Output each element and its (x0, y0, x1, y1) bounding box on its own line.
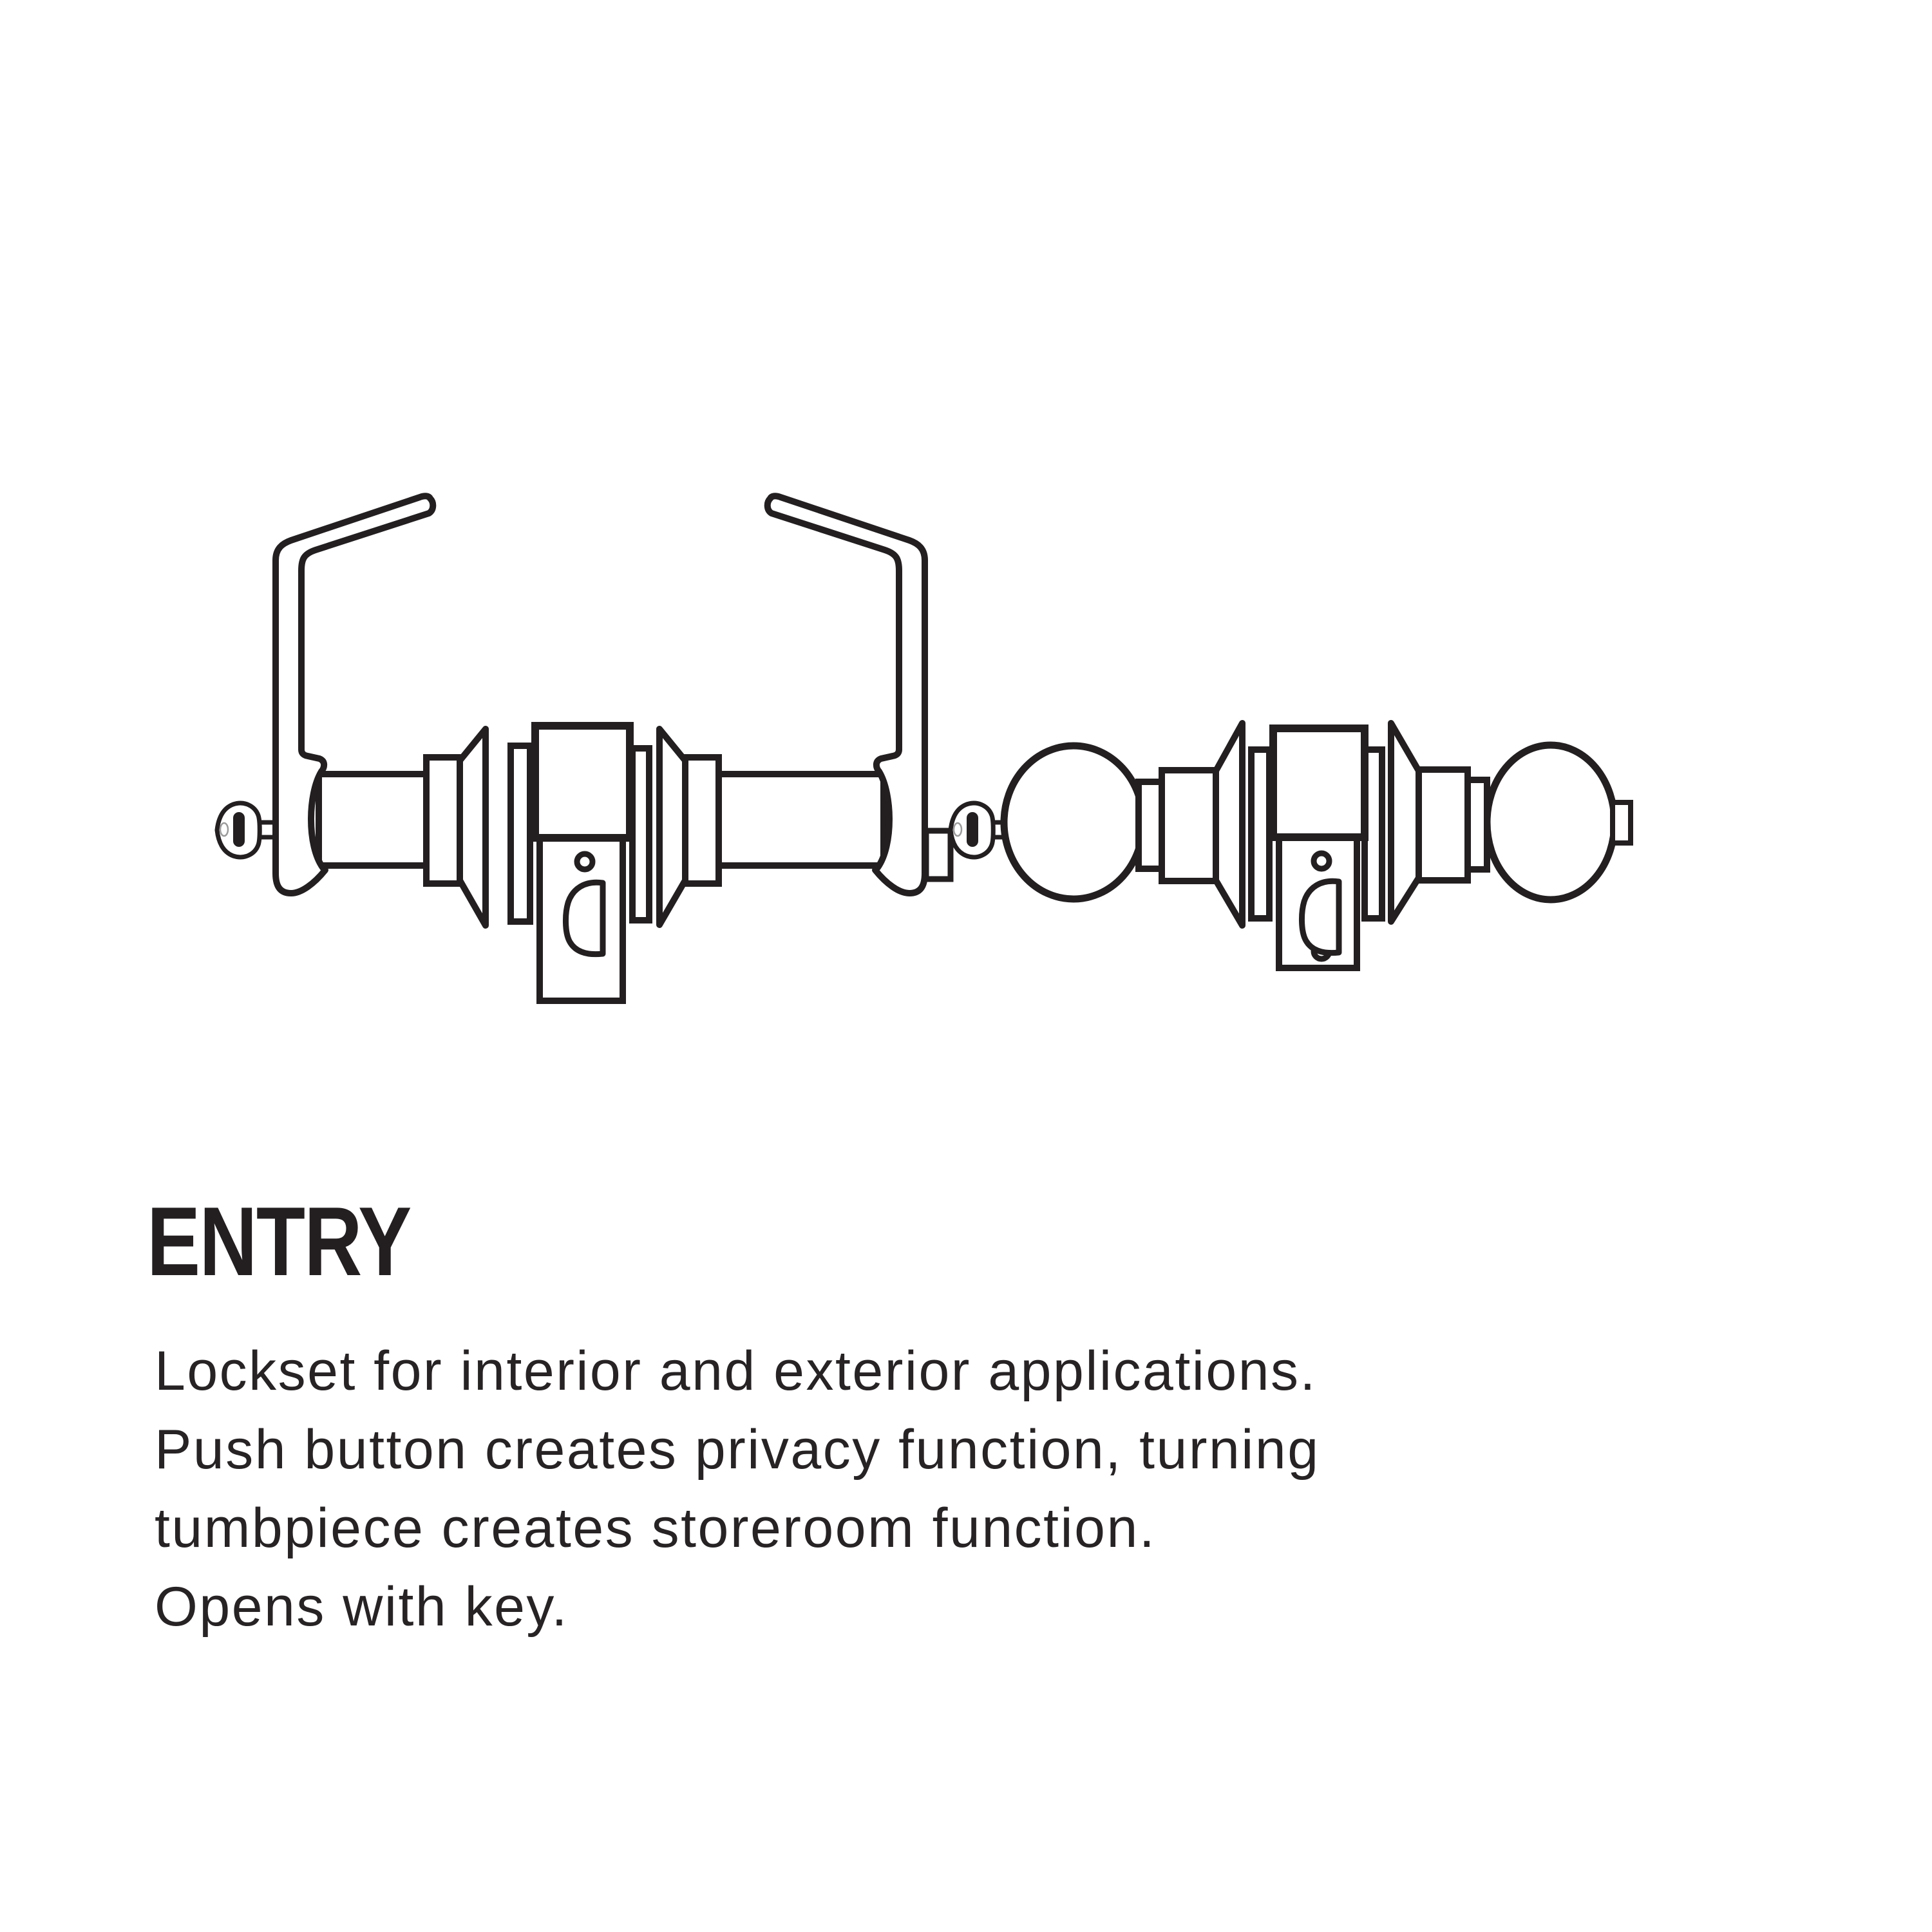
right-knob (1487, 745, 1615, 900)
description-line: Lockset for interior and exterior applications. (155, 1340, 1317, 1402)
key-icon (217, 803, 278, 857)
description-line: Opens with key. (155, 1576, 569, 1638)
description-line: Push button creates privacy function, turning (155, 1419, 1320, 1481)
latch-bolt-cutout (565, 882, 603, 954)
right-backplate (632, 748, 649, 920)
lever-lockset-illustration (217, 496, 951, 1001)
description (155, 1332, 1320, 1646)
right-rose-flare (1391, 723, 1419, 922)
right-rose-collar (685, 757, 719, 884)
right-knob-base (1418, 770, 1468, 880)
lock-chassis (1273, 728, 1365, 837)
knob-lockset-illustration (951, 723, 1631, 968)
right-spindle-shaft (716, 774, 884, 866)
page-title: ENTRY (147, 1187, 411, 1296)
left-knob-base (1162, 770, 1216, 881)
left-rose-flare (1216, 723, 1242, 925)
latch-bolt-tab (926, 831, 951, 879)
left-rose-collar (426, 757, 460, 884)
lock-chassis (535, 726, 630, 838)
latch-bolt-cutout (1302, 881, 1339, 952)
left-backplate (1251, 750, 1269, 918)
left-rose-flare (460, 729, 486, 925)
latch-bolt-tab (1613, 802, 1631, 843)
left-spindle-shaft (319, 774, 430, 866)
left-knob (1004, 746, 1143, 899)
description-line: tumbpiece creates storeroom function. (155, 1497, 1157, 1559)
right-rose-flare (659, 729, 685, 925)
left-backplate (511, 746, 530, 922)
